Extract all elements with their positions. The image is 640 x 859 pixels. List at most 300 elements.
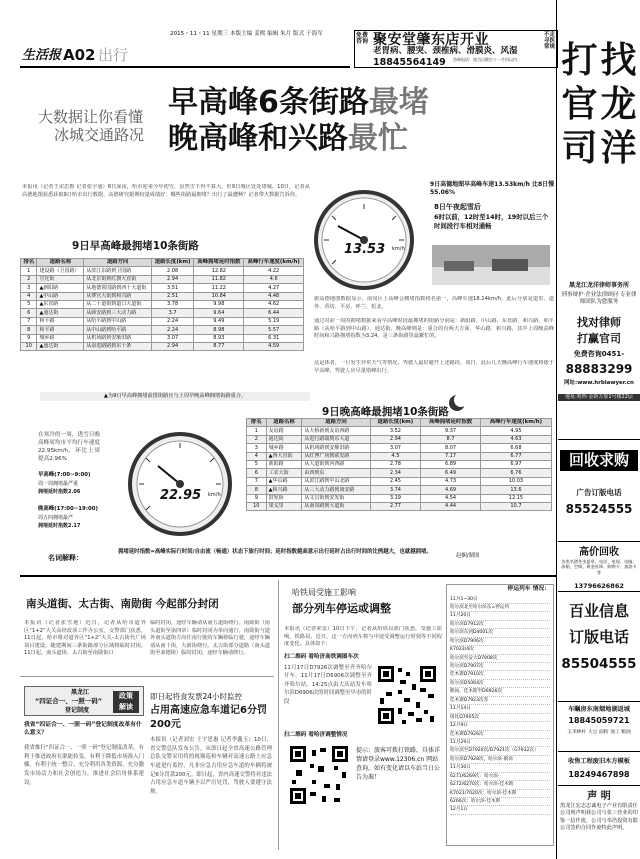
table2-cell: 8.7: [421, 435, 481, 443]
table2-cell: 2.45: [370, 477, 421, 485]
table2-cell: 6: [247, 469, 267, 477]
table1-row: [21, 342, 304, 350]
table2-cell: 10.03: [480, 477, 551, 485]
train-aside-item: 12月1日: [450, 806, 550, 814]
lawyer-ad-char: 龙: [600, 83, 637, 125]
info-ad: [558, 594, 640, 702]
table1-cell: 2.94: [151, 275, 193, 283]
kicker-1: 大数据让你看懂: [38, 108, 144, 126]
lawyer-ad-slogan-2: 打赢官司: [577, 332, 621, 345]
section-name: 出行: [98, 46, 129, 64]
table2-cell: 2: [247, 435, 267, 443]
slot-1-label: 早高峰(7:00~9:00): [38, 472, 91, 478]
train-aside-item: 哈尔滨东到D4001次: [450, 629, 550, 637]
table1-header-0: 排名: [21, 259, 37, 267]
table1-cell: 和平路: [37, 326, 84, 334]
art3-kicker: 即日起将食发票24小时监控: [150, 692, 243, 701]
top-ad: [354, 30, 558, 68]
table1-cell: 2.94: [151, 342, 193, 350]
car-photo: [432, 245, 550, 285]
table1-cell: 9: [21, 334, 37, 342]
table2-cell: 果戈里: [266, 502, 302, 510]
table1-cell: 2: [21, 275, 37, 283]
art4-body: 我省推行“四证合一、一照一码”登记制度改革，有利于推进政府在职能转变，有利于降低市场准入门槛，有利于统一整合、充分利用各类资源，充分激发市场活力和社会创造力，推进社会信用体系建设。: [24, 745, 144, 786]
headline-2: [168, 121, 408, 156]
buy-ad-phone: 13796626862: [574, 582, 624, 590]
table1-cell: 建设路（卫国路）: [37, 267, 84, 275]
policy-box-l1: 黑龙江: [71, 689, 90, 696]
train-aside-item: 哈尔滨至D7920次/D7921次（G7932次）: [450, 747, 550, 755]
gauge-2: [118, 428, 242, 538]
table1-cell: ▲通达街: [37, 342, 84, 350]
lawyer-ad: [558, 30, 640, 440]
table2-cell: 从红博广场到联发路: [302, 452, 370, 460]
table2-cell: 2.77: [370, 502, 421, 510]
art1-rule: [20, 676, 274, 677]
train-aside-item: 11月1~30日: [450, 596, 550, 604]
train-aside-title: 停运列车 情况：: [507, 586, 550, 592]
table1-cell: 9.64: [194, 309, 244, 317]
table1-note: ▲为9日早高峰拥堵前排街路且与上周早晚高峰拥堵街路重合。: [40, 392, 310, 401]
table2-cell: 从三大动力路到康安路: [302, 486, 370, 494]
slot-1-line2: 拥堵延时指数2.06: [38, 489, 81, 495]
table2-cell: 13.6: [480, 486, 551, 494]
qr-code-1-graphic: [376, 664, 438, 726]
table2-row: [247, 427, 552, 435]
gauge-1-graphic: [302, 182, 422, 292]
lawyer-ad-label: 免费咨询0451-: [573, 350, 625, 358]
table1-cell: 7: [21, 317, 37, 325]
lawyer-ad-web: 网址:www.hrblawyer.cn: [564, 380, 634, 386]
table2-cell: ▲西大直街: [266, 452, 302, 460]
table2-cell: 6.76: [480, 469, 551, 477]
lawyer-ad-char: 打: [561, 40, 598, 81]
table2-row: [247, 435, 552, 443]
table2-cell: 1: [247, 427, 267, 435]
house-ad-line: 车瞩房东南烟地湖返城: [568, 706, 630, 713]
table1-cell: 4.48: [244, 292, 304, 300]
table2-cell: 6.49: [421, 469, 481, 477]
train-aside: [446, 584, 554, 846]
statement-ad-body: 黑龙江宏志志诚电子产业有限责任公司现声明我公司与张三营业的印鉴一信作废，公司与奉浩投资有限公司签约合同作废特此声明。: [560, 803, 638, 831]
table1-cell: 9.49: [194, 317, 244, 325]
table1-row: [21, 284, 304, 292]
table2-row: [247, 469, 552, 477]
table1-cell: 4: [21, 292, 37, 300]
gauge-caption: 9日高德地图早高峰车速13.53km/h 比8日慢55.06%: [430, 181, 555, 197]
table2-header-4: 高峰拥堵延时指数: [421, 419, 481, 427]
lawyer-ad-slogan-1: 找对律师: [577, 316, 621, 329]
table2-cell: 从滨江路到中山北路: [302, 477, 370, 485]
buy-ad-sub: 各类名酒冬虫夏草，电话、电视、电脑、冰箱、空调、黄金首饰、购物卡、加油卡等: [561, 559, 637, 575]
lawyer-ad-chars: [560, 42, 638, 167]
train-aside-item: 11月30日: [450, 764, 550, 772]
train-aside-item: 哈尔滨D5064次: [450, 680, 550, 688]
table2-cell: ▲和兴路: [266, 486, 302, 494]
train-aside-item: 哈尔滨D7906次: [450, 638, 550, 646]
table1-cell: 2.08: [151, 267, 193, 275]
page-number: A02: [63, 46, 96, 64]
art1-title: 南头道街、太古街、南勋街 今起部分封闭: [26, 598, 219, 610]
lawyer-ad-phone: 88883299: [565, 362, 633, 376]
top-ad-note: 咨询电话：请当日拨打十一月份以内: [453, 57, 517, 62]
table1-cell: 12.82: [194, 267, 244, 275]
table2-cell: 10: [247, 502, 267, 510]
table2-cell: 4.95: [480, 427, 551, 435]
table2-cell: 4.5: [370, 452, 421, 460]
train-aside-item: 哈尔滨D7912次: [450, 621, 550, 629]
recycle-ad: [558, 442, 640, 542]
table2-cell: 6.68: [480, 444, 551, 452]
table1-header-4: 高峰拥堵延时指数: [194, 259, 244, 267]
gauge-2-unit: km/h: [208, 492, 221, 498]
headline-1-c: 最堵: [368, 85, 429, 120]
table1-cell: 5: [21, 300, 37, 308]
art1-col1: 本报讯（记者张雪地）近日，记者从哈市道外区“1+2”大关高经改项工作办公室，交警部门获悉，11日起，哈市将对道外区“1+2”大关-太古街代广场项目建设，随建期间三条街路部分区域将临时封闭。11日起，南头道街、太古街至南勋街口: [24, 620, 146, 657]
table1-cell: 和平路: [37, 317, 84, 325]
statement-ad-title: 声 明: [587, 791, 611, 802]
headline-1-b: 6条街路: [258, 85, 369, 120]
header-rule: [20, 66, 350, 68]
table2-cell: 通达街: [266, 435, 302, 443]
table2-cell: 从机场路到安顺旧路: [302, 444, 370, 452]
table1-cell: 6.31: [244, 334, 304, 342]
table1-cell: 从中山路到哈平路: [84, 326, 152, 334]
headline-1: [168, 85, 429, 120]
train-aside-item: 佳木斯D7910次: [450, 671, 550, 679]
table2-row: [247, 460, 552, 468]
info-ad-phone: 85504555: [561, 656, 637, 672]
train-aside-item: 11月14日: [450, 705, 550, 713]
train-aside-item: 12月9日: [450, 722, 550, 730]
table1-row: [21, 275, 304, 283]
table1-cell: 6.44: [244, 309, 304, 317]
table2: [246, 418, 552, 511]
slot-2-line2: 拥堵延时指数2.17: [38, 523, 81, 529]
table2-cell: 4.63: [480, 435, 551, 443]
table2-cell: 2.78: [370, 460, 421, 468]
art2-kicker: 哈铁局受施工影响: [292, 588, 356, 597]
table2-row: [247, 494, 552, 502]
table2-header-5: 高峰行车速度(km/h): [480, 419, 551, 427]
table2-cell: 新阳路: [266, 460, 302, 468]
table2-cell: 3.07: [370, 444, 421, 452]
table2-cell: 3.52: [370, 427, 421, 435]
train-aside-item: 哈尔滨至安大D7908次: [450, 655, 550, 663]
moon-icon: [448, 394, 466, 412]
table1-cell: 9.98: [194, 300, 244, 308]
table2-header-1: 道路名称: [266, 419, 302, 427]
kicker-2: 冰城交通路况: [54, 126, 145, 144]
qr-code-1: [376, 664, 438, 726]
lawyer-ad-char: 官: [561, 83, 598, 125]
slot-2-label: 晚高峰(17:00~19:00): [38, 506, 98, 512]
table2-header-3: 道路长度(km): [370, 419, 421, 427]
gauge-2-value: 22.95: [160, 488, 202, 503]
table2-header-2: 道路方向: [302, 419, 370, 427]
qr-code-2-graphic: [288, 744, 350, 806]
explain-label: 名词解释：: [48, 554, 83, 562]
table1-header-5: 高峰行车速度(km/h): [244, 259, 304, 267]
art3-body: 本报讯（记者刘宏 王宇思惠 记者李鑫玉）10日，省交警总队发布公告，从即日起全省高速公路管理总队交警采用将的视频巡检车辆对高速公路上应急车道进行监控，凡非应急占用应急车道的车辆将被记6分罚款200元。即日起，省内高速交警将对违法占用应急车道车辆予以严厉处罚，驾驶人要遵守法规。: [150, 737, 272, 795]
table1-cell: 8: [21, 326, 37, 334]
table1-row: [21, 309, 304, 317]
train-aside-item: 哈尔滨D7907次: [450, 663, 550, 671]
table2-cell: 2.34: [370, 469, 421, 477]
lead-paragraph: 本报讯（记者王宋思惠 记者张宇通）8日深夜，哈市迎来今年初雪，虽然雪下得不算大，但9日城区处处堵城。10日，记者从高德地图获悉获取9日哈市出行数据，高德研究据期较量成绩好：哪些街路最拥堵？出行了最遭畅？记者带大数据告诉你。: [22, 184, 310, 198]
col-divider: [278, 580, 279, 850]
policy-badge-1: 政策: [119, 692, 133, 700]
gauge-1: [302, 182, 422, 292]
table1-cell: 从地德领国路到西十大道街: [84, 284, 152, 292]
headline-2-a: 晚高峰和兴路: [168, 121, 348, 156]
top-ad-badge: 免费咨询: [356, 32, 369, 46]
lawyer-ad-char: 司: [561, 127, 598, 169]
lawyer-ad-char-grid: [560, 42, 638, 167]
art2-notice: 提示：旅客可拨打铁路，具体详情请登录www.12306.cn 网站查询，如有变化请以车站当日公告为准！: [356, 747, 441, 781]
table1-cell: 从二十道街到道口大道街: [84, 300, 152, 308]
lawyer-ad-char: 洋: [600, 127, 637, 169]
table1-cell: 11.22: [194, 284, 244, 292]
table1-row: [21, 292, 304, 300]
art2-sub1: 扫二维码 看哈济高铁调图车次: [284, 654, 359, 660]
body-para-3: 这是体者，一旦发生异常天气等情况，驾驶人最好避开上述路段。周日，此后几天晚高峰行车速度将缓于早高峰，驾驶人应尽量错峰出行。: [314, 360, 554, 374]
table2-credit: 赵娴/制图: [456, 553, 480, 559]
buy-ad: [558, 544, 640, 592]
top-ad-sub: 老胃病、腰突、颈椎病、滑膜炎、风湿: [373, 46, 518, 56]
policy-box: [24, 686, 144, 716]
table1-row: [21, 317, 304, 325]
table1-cell: 1: [21, 267, 37, 275]
table2-cell: 城乡路: [266, 444, 302, 452]
table1-cell: 城乡路: [37, 334, 84, 342]
table2-cell: 3.19: [370, 494, 421, 502]
table2-cell: 6.77: [480, 452, 551, 460]
train-aside-item: 哈尔滨北至哈尔滨东=停运列: [450, 604, 550, 612]
table2-title: 9日晚高峰最拥堵10条街路: [322, 406, 449, 418]
table2-cell: 3.74: [370, 486, 421, 494]
table1-row: [21, 334, 304, 342]
recycle-ad-title: 回收求购: [560, 450, 638, 471]
gauge-1-value: 13.53: [344, 242, 386, 257]
art1-col2: 临时封闭，途经车辆请从南五道街绕行。南勋街（南头道街至第四章）临时封闭为单向通行，南勋街与道外南头道街方向往南行驶的车辆将临行驶，途经车辆请从南十街，大新街绕行。太古街部分道路（南头道街至来德街）临时封闭，途经车辆请绕行。: [150, 620, 270, 657]
lawyer-ad-firm: 黑龙江龙洋律师事务所: [568, 282, 629, 289]
table1-cell: 宣化街: [37, 275, 84, 283]
table1-cell: ▲中山路: [37, 292, 84, 300]
table1-cell: 从机场路到安顺旧路: [84, 334, 152, 342]
table2-cell: 7: [247, 477, 267, 485]
table1-cell: ▲东直路: [37, 300, 84, 308]
lawyer-ad-char: 找: [600, 40, 637, 81]
buy-ad-title: 高价回收: [579, 547, 619, 558]
train-aside-item: 佳木斯D7923次等: [450, 697, 550, 705]
lawyer-ad-sub: 刑事辩护·企业法律顾问 专业律师团队为您服务: [561, 292, 637, 306]
wood-ad-phone: 18249467898: [568, 770, 630, 779]
table1-header-1: 道路名称: [37, 259, 84, 267]
table1-cell: 4.27: [244, 284, 304, 292]
table2-cell: 从南岗路到大道街: [302, 502, 370, 510]
policy-badge: [113, 691, 139, 713]
table1-cell: 从滨江东路到卫国路: [84, 267, 152, 275]
table2-cell: 6.89: [421, 460, 481, 468]
table1-cell: 3.78: [151, 300, 193, 308]
policy-box-l2: “四证合一、一照一码”: [35, 697, 103, 705]
weekly-speed-text: 在寒冷的一周，透雪日晚高峰周均市平均行车速度22.95km/h，环比上周提高2.96%: [38, 432, 100, 463]
policy-badge-2: 解读: [119, 703, 133, 711]
table2-cell: 工农大街: [266, 469, 302, 477]
moon-icon-graphic: [448, 394, 466, 412]
info-ad-title-2: 订版电话: [568, 628, 629, 646]
train-aside-item: 11月29日: [450, 739, 550, 747]
train-aside-item: K7021/7020次：哈尔滨-佳木斯: [450, 790, 550, 798]
table2-cell: 友谊路: [266, 427, 302, 435]
table1-cell: 4.62: [244, 300, 304, 308]
table1-cell: 2.24: [151, 317, 193, 325]
table2-cell: 4: [247, 452, 267, 460]
qr-code-2: [288, 744, 350, 806]
body-para-2: 通过对前一周的拥堵数据来看早高峰时段最拥堵的街路分别是：新阳路、中山路、东直路、和兴路、和平路（从哈平路到中山路）、通达街、晚高峰则是：重合的有两大方面，华山路、和兴路，其中上周晚高峰时间和兴路拥堵指数为3.24，是三条街路里最繁忙的。: [314, 318, 554, 340]
top-ad-phone: 18845564149: [373, 57, 446, 68]
table2-cell: 12.15: [480, 494, 551, 502]
table2-cell: 9.37: [421, 427, 481, 435]
art3-title: 占用高速应急车道记6分罚200元: [150, 705, 267, 730]
table2-row: [247, 486, 552, 494]
table2-cell: 4.44: [421, 502, 481, 510]
house-ad-extra: 玉米棒秆 大豆 面粉 加工 粮油: [567, 730, 631, 735]
table2-cell: 4.54: [421, 494, 481, 502]
recycle-ad-label: 广告订版电话: [576, 488, 622, 497]
table1-cell: 从前进路路到东十条: [84, 342, 152, 350]
art2-title: 部分列车停运或调整: [292, 602, 391, 615]
table2-row: [247, 502, 552, 510]
bullet-2: 6时以前，12时至14时，19时以后三个时间段行车相对通畅: [434, 213, 549, 230]
slot-1-line1: 周一周拥堵最严重: [38, 481, 79, 487]
table1-header-3: 道路长度(km): [151, 259, 193, 267]
table1: [20, 258, 304, 351]
table1-cell: 2.51: [151, 292, 193, 300]
top-ad-side: 不走寻医常规: [544, 32, 556, 50]
table1-cell: 8.93: [194, 334, 244, 342]
table1-cell: 2.24: [151, 326, 193, 334]
table1-cell: ▲新阳路: [37, 284, 84, 292]
train-aside-item: 11月20日: [450, 612, 550, 620]
body-para-1: 据高德地图数据显示，南岗区上高峰会拥堵指数将名第一，高峰车速18.14km/h，此后分别是道里、道外、香坊、平房、呼兰、松北。: [314, 296, 554, 310]
art4-question: 我省“四证合一、一照一码”登记制度改革有什么意义？: [24, 722, 142, 736]
table2-cell: 2.94: [370, 435, 421, 443]
train-aside-list: [450, 596, 550, 815]
table1-cell: 从赛宫大街到和兴路: [84, 292, 152, 300]
table1-cell: 10: [21, 342, 37, 350]
train-aside-item: 6271/6269次：哈尔滨-: [450, 773, 550, 781]
table1-header-2: 道路方向: [84, 259, 152, 267]
art2-qr-text: 11月17日D7926次调整至齐齐哈尔开车。11月17日D6906次调整至齐齐哈尔站，14:25点由大庆站发车哈尔滨D6906次的时间调整至早市的时段: [284, 665, 372, 705]
table2-cell: 7.17: [421, 452, 481, 460]
art2-sub2: 扫二维码 看哈济调整情况: [284, 732, 348, 738]
table2-cell: 9: [247, 494, 267, 502]
table2-cell: 10.7: [480, 502, 551, 510]
wood-ad-line: 收售工程废旧木方模板: [568, 758, 630, 765]
section-rule: [20, 575, 556, 577]
table1-cell: 11.82: [194, 275, 244, 283]
table2-cell: ▲华山路: [266, 477, 302, 485]
table1-cell: ▲通达街: [37, 309, 84, 317]
wood-ad: [558, 754, 640, 786]
table1-row: [21, 300, 304, 308]
table1-row: [21, 267, 304, 275]
table1-cell: 4.6: [244, 275, 304, 283]
table1-cell: 5.57: [244, 326, 304, 334]
table1-cell: 3.7: [151, 309, 193, 317]
table2-header-0: 排名: [247, 419, 267, 427]
table1-cell: 5.19: [244, 317, 304, 325]
table1-cell: 8.98: [194, 326, 244, 334]
train-aside-item: 鹤岗，佳木斯至D6926次: [450, 688, 550, 696]
policy-box-l3: 登记制度: [65, 707, 90, 714]
train-aside-item: K7023/4次: [450, 646, 550, 654]
table1-cell: 从顾安路到三大动力路: [84, 309, 152, 317]
table1-cell: 从哈平路到中山路: [84, 317, 152, 325]
table2-cell: 6.97: [480, 460, 551, 468]
table1-cell: 8.77: [194, 342, 244, 350]
table2-cell: 从大道街到河西路: [302, 460, 370, 468]
table1-row: [21, 326, 304, 334]
slot-2-line1: 周五四拥堵最严: [38, 515, 74, 521]
table2-row: [247, 452, 552, 460]
table2-cell: 5: [247, 460, 267, 468]
table2-cell: 8.07: [421, 444, 481, 452]
table2-cell: 3: [247, 444, 267, 452]
table2-cell: 鼓宛街: [266, 494, 302, 502]
table1-cell: 4.22: [244, 267, 304, 275]
car-photo-graphic: [432, 245, 550, 285]
train-aside-item: 6272/6270次：哈尔滨-佳木斯: [450, 781, 550, 789]
table2-cell: 4.69: [421, 486, 481, 494]
table1-cell: 10.84: [194, 292, 244, 300]
info-ad-title-1: 百业信息: [568, 602, 629, 620]
table1-cell: 从北京街到红旗大直街: [84, 275, 152, 283]
table1-cell: 3: [21, 284, 37, 292]
table2-cell: 4.73: [421, 477, 481, 485]
lawyer-ad-address: 地址:哈西·金新万象1号楼22层: [558, 394, 640, 401]
table2-cell: 从文昌街到安发街: [302, 494, 370, 502]
table2-row: [247, 444, 552, 452]
dateline: 2015・11・11 星期三 本版主编 姜熙 编辑 朱月 版式 于海军: [170, 31, 323, 37]
headline-2-b: 最忙: [348, 121, 408, 156]
gauge-1-unit: km/h: [392, 246, 405, 252]
table2-cell: 8: [247, 486, 267, 494]
house-ad-phone: 18845059721: [568, 716, 630, 725]
headline-1-a: 早高峰: [168, 85, 258, 120]
table2-cell: 从进行路端到东大道: [302, 435, 370, 443]
table1-title: 9日早高峰最拥堵10条街路: [72, 240, 199, 252]
top-ad-title: 聚安堂肇东店开业: [373, 32, 489, 48]
statement-ad: [558, 788, 640, 859]
ad-column-rule: [556, 0, 557, 859]
gauge-2-graphic: [118, 428, 242, 538]
table2-row: [247, 477, 552, 485]
table1-cell: 3.51: [151, 284, 193, 292]
train-aside-item: 佳木斯D7926次: [450, 731, 550, 739]
table1-cell: 4.59: [244, 342, 304, 350]
art2-body: 本报讯（记者索雷）10日下午，记者从哈铁局部门获悉，受施工影响，铁路局，近日，这一方向列车将与中途受调整运行时刻等不同程度变化。具体如下：: [284, 626, 442, 648]
explain-text: 拥堵延时指数=高峰实际行时间/自由流（畅通）状态下旅行时间；延时指数越高意示出行延时占出行时间的比例越大，也就越拥堵。: [118, 549, 432, 555]
table1-cell: 6: [21, 309, 37, 317]
table2-cell: 从大桥新到友谊西路: [302, 427, 370, 435]
table1-cell: 3.07: [151, 334, 193, 342]
table2-cell: 由西到东: [302, 469, 370, 477]
bullet-1: 8日午夜起雪后: [434, 203, 481, 211]
paper-logo: 生活报: [22, 48, 62, 63]
